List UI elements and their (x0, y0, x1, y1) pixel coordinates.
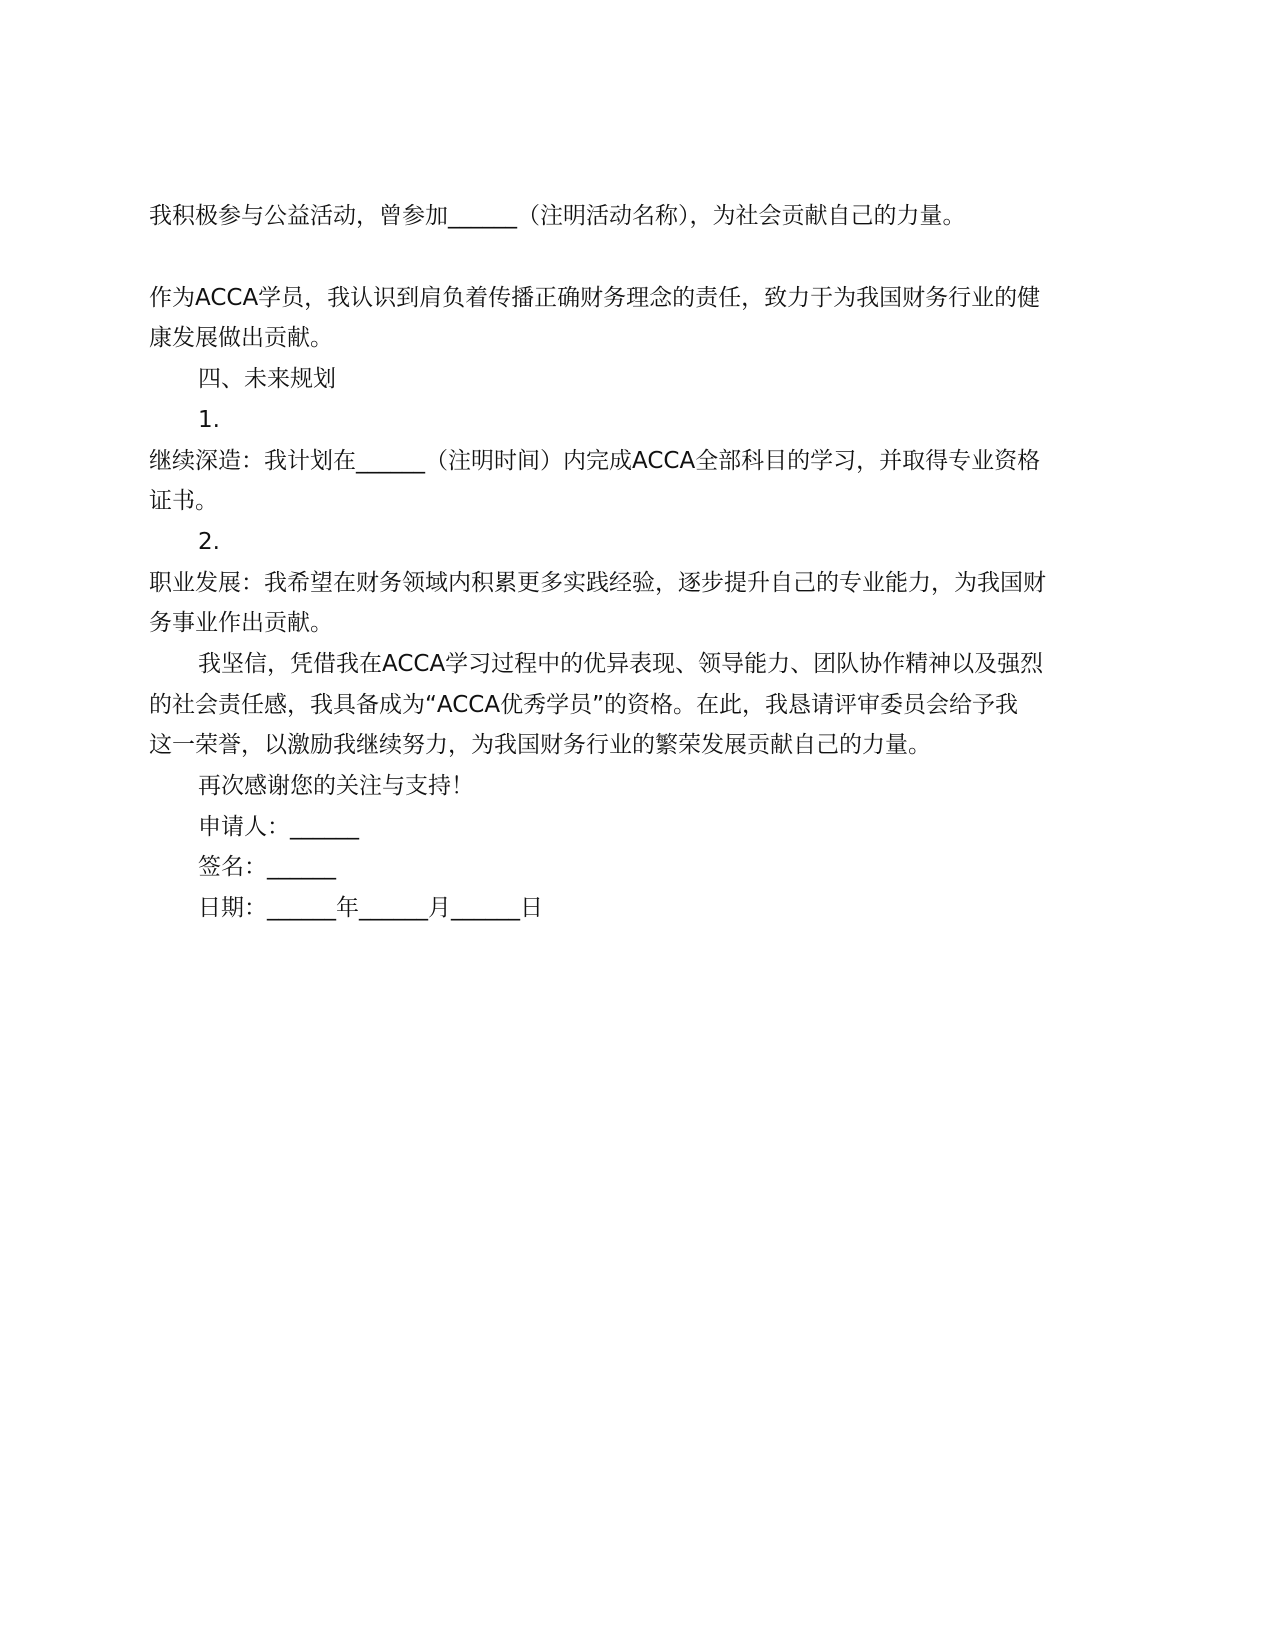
paragraph-responsibility-line-1: 作为ACCA学员，我认识到肩负着传播正确财务理念的责任，致力于为我国财务行业的健 (149, 285, 1041, 311)
paragraph-public-welfare: 我积极参与公益活动，曾参加______（注明活动名称），为社会贡献自己的力量。 (149, 203, 966, 229)
paragraph-conclusion-line-3: 这一荣誉，以激励我继续努力，为我国财务行业的繁荣发展贡献自己的力量。 (149, 732, 931, 758)
plan-item-career-line-2: 务事业作出贡献。 (149, 610, 333, 636)
paragraph-responsibility-line-2: 康发展做出贡献。 (149, 325, 333, 351)
plan-item-career-line-1: 职业发展：我希望在财务领域内积累更多实践经验，逐步提升自己的专业能力，为我国财 (149, 570, 1046, 596)
list-number-1: 1. (198, 407, 220, 433)
plan-item-study-line-1: 继续深造：我计划在______（注明时间）内完成ACCA全部科目的学习，并取得专业资格 (149, 448, 1041, 474)
section-heading-future-plan: 四、未来规划 (198, 366, 336, 392)
date-field: 日期：______年______月______日 (198, 895, 543, 921)
signature-field: 签名：______ (198, 854, 336, 880)
plan-item-study-line-2: 证书。 (149, 488, 218, 514)
paragraph-conclusion-line-2: 的社会责任感，我具备成为“ACCA优秀学员”的资格。在此，我恳请评审委员会给予我 (149, 692, 1019, 718)
list-number-2: 2. (198, 529, 220, 555)
applicant-field: 申请人：______ (198, 814, 359, 840)
thanks-line: 再次感谢您的关注与支持！ (198, 773, 474, 799)
paragraph-conclusion-line-1: 我坚信，凭借我在ACCA学习过程中的优异表现、领导能力、团队协作精神以及强烈 (198, 651, 1044, 677)
